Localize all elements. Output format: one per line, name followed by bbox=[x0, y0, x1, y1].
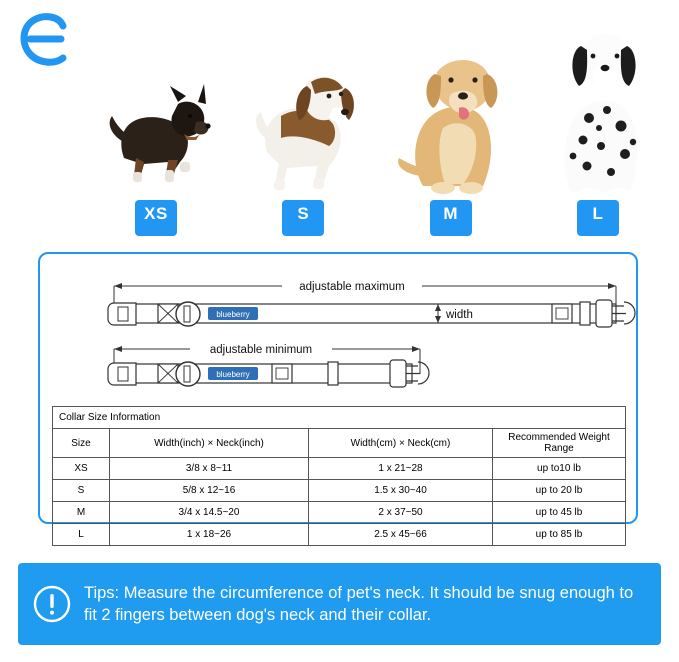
dog-photo-l bbox=[528, 6, 668, 206]
size-chip-m bbox=[381, 200, 521, 236]
dog-photo-s bbox=[233, 6, 373, 206]
cell-inch: 3/8 x 8~11 bbox=[110, 458, 309, 480]
tips-text: Tips: Measure the circumference of pet's neck. It should be snug enough to fit 2 fingers between dog's neck and their collar. bbox=[84, 583, 634, 624]
table-row bbox=[53, 458, 626, 480]
collar-brand-tag-min: blueberry bbox=[216, 370, 250, 379]
cell-weight: up to10 lb bbox=[493, 458, 626, 480]
cell-cm: 1 x 21~28 bbox=[309, 458, 493, 480]
col-header-size: Size bbox=[53, 429, 110, 458]
tips-banner bbox=[18, 563, 661, 645]
cell-inch: 3/4 x 14.5~20 bbox=[110, 502, 309, 524]
size-label-row bbox=[86, 200, 668, 236]
cell-weight: up to 20 lb bbox=[493, 480, 626, 502]
cell-inch: 5/8 x 12~16 bbox=[110, 480, 309, 502]
dog-photo-xs bbox=[86, 6, 226, 206]
cell-cm: 2.5 x 45~66 bbox=[309, 524, 493, 546]
cell-cm: 1.5 x 30~40 bbox=[309, 480, 493, 502]
size-chip-xs-label: XS bbox=[135, 200, 177, 236]
collar-schematic bbox=[40, 254, 636, 404]
cell-size: L bbox=[53, 524, 110, 546]
blueberry-pet-logo bbox=[16, 10, 78, 72]
size-chip-xs bbox=[86, 200, 226, 236]
adjustable-minimum-label: adjustable minimum bbox=[209, 344, 313, 356]
collar-diagram-panel bbox=[38, 252, 638, 540]
cell-weight: up to 85 lb bbox=[493, 524, 626, 546]
size-table-wrapper bbox=[52, 406, 626, 546]
cell-size: M bbox=[53, 502, 110, 524]
size-chip-m-label: M bbox=[430, 200, 472, 236]
table-header-row bbox=[53, 429, 626, 458]
exclamation-circle-icon bbox=[32, 584, 72, 624]
table-title-row bbox=[53, 407, 626, 429]
width-label: width bbox=[446, 309, 473, 321]
table-row bbox=[53, 524, 626, 546]
table-row bbox=[53, 480, 626, 502]
table-title: Collar Size Information bbox=[53, 407, 626, 429]
cell-size: XS bbox=[53, 458, 110, 480]
size-chip-l-label: L bbox=[577, 200, 619, 236]
dog-photo-m bbox=[381, 6, 521, 206]
collar-size-table bbox=[52, 406, 626, 546]
cell-size: S bbox=[53, 480, 110, 502]
size-chip-s bbox=[233, 200, 373, 236]
adjustable-maximum-label: adjustable maximum bbox=[299, 281, 405, 293]
collar-brand-tag-max: blueberry bbox=[216, 310, 250, 319]
col-header-inch: Width(inch) × Neck(inch) bbox=[110, 429, 309, 458]
table-row bbox=[53, 502, 626, 524]
cell-weight: up to 45 lb bbox=[493, 502, 626, 524]
dog-photo-row bbox=[86, 6, 668, 206]
col-header-cm: Width(cm) × Neck(cm) bbox=[309, 429, 493, 458]
cell-inch: 1 x 18~26 bbox=[110, 524, 309, 546]
size-chip-s-label: S bbox=[282, 200, 324, 236]
size-chip-l bbox=[528, 200, 668, 236]
cell-cm: 2 x 37~50 bbox=[309, 502, 493, 524]
col-header-weight: Recommended Weight Range bbox=[493, 429, 626, 458]
